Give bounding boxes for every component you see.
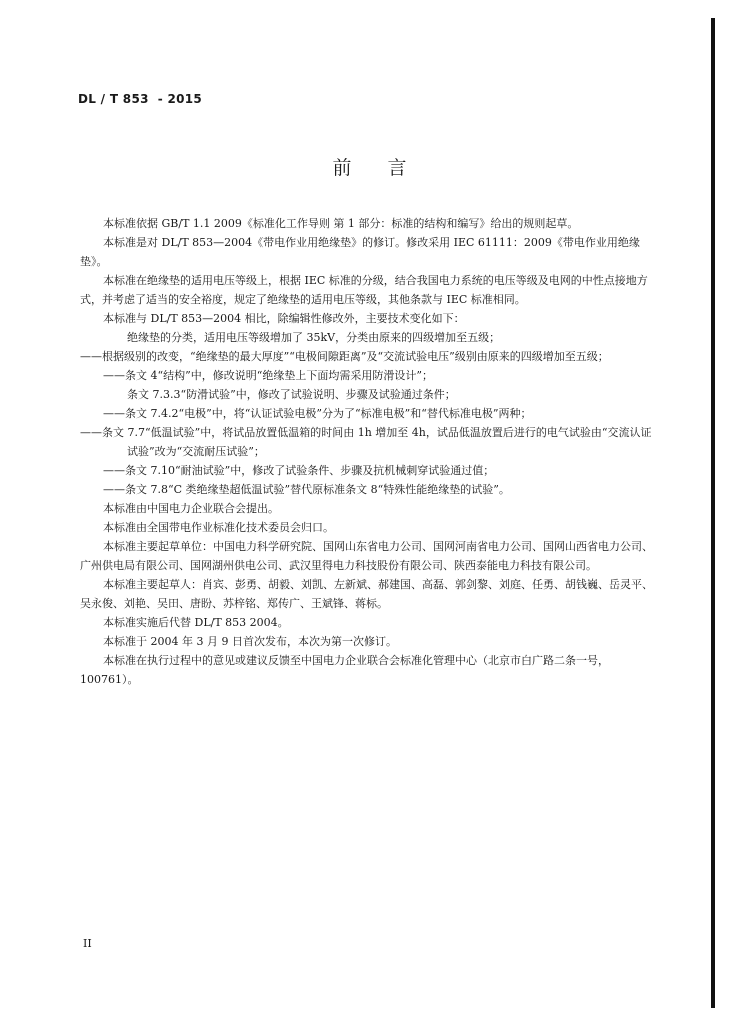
change-item: ——条文 7.4.2“电极”中，将“认证试验电极”分为了“标准电极”和“替代标准电极”两种； [103, 407, 532, 420]
paragraph: 本标准由全国带电作业标准化技术委员会归口。 [103, 521, 334, 534]
change-item: ——条文 7.8“C 类绝缘垫超低温试验”替代原标准条文 8“特殊性能绝缘垫的试验”。 [103, 483, 510, 496]
paragraph: 本标准于 2004 年 3 月 9 日首次发布，本次为第一次修订。 [103, 635, 397, 648]
page-number: II [83, 937, 92, 950]
paragraph: 本标准实施后代替 DL/T 853 2004。 [103, 616, 289, 629]
foreword-body [80, 214, 660, 689]
paragraph: 本标准由中国电力企业联合会提出。 [103, 502, 279, 515]
paragraph: 本标准主要起草人：肖宾、彭勇、胡毅、刘凯、左新斌、郝建国、高磊、郭剑黎、刘庭、任勇、胡钱巍、岳灵平、吴永俊、刘艳、吴田、唐盼、苏梓铭、郑传广、王斌锋、蒋标。 [80, 578, 653, 610]
page-title: 前言 [332, 157, 443, 179]
change-item: 条文 7.3.3“防滑试验”中，修改了试验说明、步骤及试验通过条件； [127, 388, 456, 401]
change-item: ——条文 7.10“耐油试验”中，修改了试验条件、步骤及抗机械刺穿试验通过值； [103, 464, 495, 477]
change-item: ——根据级别的改变，“绝缘垫的最大厚度”“电极间隙距离”及“交流试验电压”级别由原来的四级增加至五级； [80, 350, 609, 363]
paragraph: 本标准是对 DL/T 853—2004《带电作业用绝缘垫》的修订。修改采用 IEC 61111：2009《带电作业用绝缘垫》。 [80, 236, 640, 268]
paragraph: 本标准与 DL/T 853—2004 相比，除编辑性修改外，主要技术变化如下： [103, 312, 465, 325]
paragraph: 本标准依据 GB/T 1.1 2009《标准化工作导则 第 1 部分：标准的结构和编写》给出的规则起草。 [103, 217, 579, 230]
change-item: ——条文 7.7“低温试验”中，将试品放置低温箱的时间由 1h 增加至 4h，试品低温放置后进行的电气试验由“交流认证试验”改为“交流耐压试验”； [80, 426, 652, 458]
paragraph: 本标准在执行过程中的意见或建议反馈至中国电力企业联合会标准化管理中心（北京市白广路二条一号，100761）。 [80, 654, 609, 686]
document-code-header: DL / T 853 - 2015 [78, 92, 203, 106]
paragraph: 本标准在绝缘垫的适用电压等级上，根据 IEC 标准的分级，结合我国电力系统的电压等级及电网的中性点接地方式，并考虑了适当的安全裕度，规定了绝缘垫的适用电压等级，其他条款与 IEC 标准相同。 [80, 274, 648, 306]
paragraph: 本标准主要起草单位：中国电力科学研究院、国网山东省电力公司、国网河南省电力公司、国网山西省电力公司、广州供电局有限公司、国网湖州供电公司、武汉里得电力科技股份有限公司、陕西泰能电力科技有限公司。 [80, 540, 653, 572]
change-item: 绝缘垫的分类，适用电压等级增加了 35kV，分类由原来的四级增加至五级； [127, 331, 501, 344]
change-item: ——条文 4“结构”中，修改说明“绝缘垫上下面均需采用防滑设计”； [103, 369, 433, 382]
